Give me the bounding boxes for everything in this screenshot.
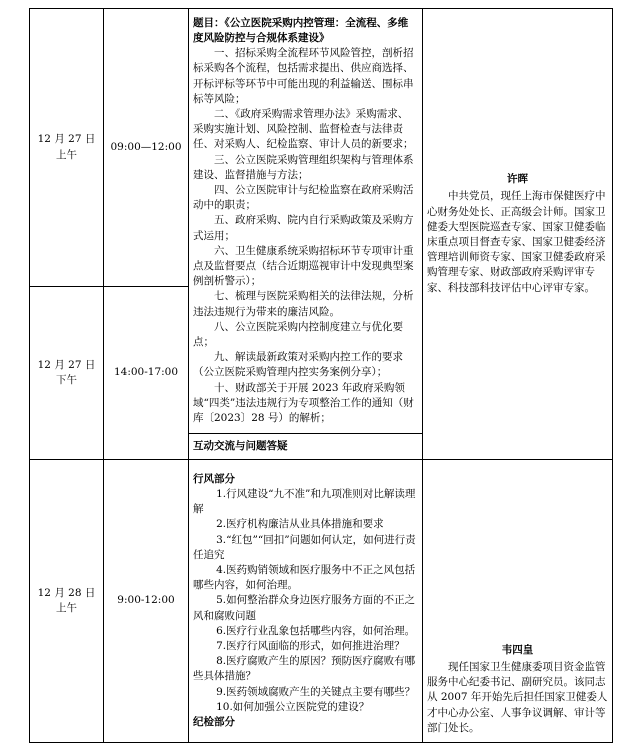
content-point: 五、政府采购、院内自行采购政策及采购方式运用； [193, 214, 414, 242]
list-item: 5.如何整治群众身边医疗服务方面的不正之风和腐败问题 [193, 594, 416, 622]
content-cell [189, 9, 423, 434]
date-line: 12 月 27 日 [37, 358, 96, 371]
content-point: 一、招标采购全流程环节风险管控，剖析招标采购各个流程，包括需求提出、供应商选择、开标评标等环节中可能出现的利益输送、围标串标等风险； [193, 47, 414, 105]
content-point: 二、《政府采购需求管理办法》采购需求、采购实施计划、风险控制、监督检查与法律责任、对采购人、纪检监察、审计人员的新要求； [193, 107, 414, 151]
date-period: 下午 [56, 374, 77, 386]
content-point: 七、梳理与医院采购相关的法律法规，分析违法违规行为带来的廉洁风险。 [193, 290, 414, 318]
content-point: 三、公立医院采购管理组织架构与管理体系建设、监督措施与方法； [193, 153, 414, 181]
list-item: 7.医疗行风面临的形式，如何推进治理？ [216, 640, 405, 652]
teacher-name: 许晖 [507, 173, 528, 186]
table-row [30, 9, 613, 287]
teacher-bio: 中共党员，现任上海市保健医疗中心财务处处长、正高级会计师。国家卫健委大型医院巡查专家、国家卫健委临床重点项目督查专家、国家卫健委经济管理培训师资专家、国家卫健委政府采购管理专家、财政部政府采购评审专家、科技部科技评估中心评审专家。 [427, 190, 606, 294]
qa-label: 互动交流与问题答疑 [193, 439, 288, 452]
time-cell: 14:00-17:00 [104, 287, 189, 460]
teacher-name: 韦四皇 [501, 643, 534, 656]
schedule-table [29, 8, 613, 743]
date-cell [30, 287, 104, 460]
date-period: 上午 [56, 148, 77, 161]
list-item: 9.医药领域腐败产生的关键点主要有哪些？ [216, 685, 416, 698]
date-line: 12 月 28 日 [37, 586, 96, 599]
content-cell [189, 460, 423, 743]
list-item: 6.医疗行业乱象包括哪些内容，如何治理。 [216, 624, 416, 637]
teacher-cell [423, 460, 613, 743]
content-point: 十、财政部关于开展 2023 年政府采购领域“四类”违法违规行为专项整治工作的通知（财库〔2023〕28 号）的解析； [193, 381, 414, 425]
topic-title: 题目：《公立医院采购内控管理：全流程、多维度风险防控与合规体系建设》 [193, 16, 409, 44]
time-cell: 09:00—12:00 [104, 9, 189, 287]
section-title: 纪检部分 [193, 716, 235, 729]
date-cell [30, 9, 104, 287]
date-line: 12 月 27 日 [37, 133, 96, 146]
list-item: 4.医药购销领域和医疗服务中不正之风包括哪些内容，如何治理。 [193, 563, 416, 592]
time-cell: 9:00-12:00 [104, 460, 189, 743]
content-point: 六、卫生健康系统采购招标环节专项审计重点及监督要点（结合近期巡视审计中发现典型案例剖析警示）； [193, 244, 414, 288]
teacher-bio: 现任国家卫生健康委项目资金监管服务中心纪委书记、副研究员。该同志从 2007 年开始先后担任国家卫健委人才中心办公室、人事争议调解、审计等部门处长。 [427, 660, 608, 734]
list-item: 3.“红包”“回扣”问题如何认定，如何进行责任追究 [193, 533, 416, 561]
table-row [30, 460, 613, 743]
list-item: 2.医疗机构廉洁从业具体措施和要求 [216, 518, 384, 531]
teacher-cell [423, 9, 613, 460]
date-cell [30, 460, 104, 743]
list-item: 10.如何加强公立医院党的建设？ [216, 700, 370, 713]
date-period: 上午 [56, 602, 77, 614]
qa-cell [189, 434, 423, 460]
list-item: 1.行风建设“九不准”和九项准则对比解读理解 [193, 487, 416, 516]
section-title: 行风部分 [193, 472, 235, 485]
content-point: 八、公立医院采购内控制度建立与优化要点； [193, 320, 403, 349]
content-point: 九、解读最新政策对采购内控工作的要求（公立医院采购管理内控实务案例分享）； [193, 351, 403, 379]
content-point: 四、公立医院审计与纪检监察在政府采购活动中的职责； [193, 183, 414, 212]
list-item: 8.医疗腐败产生的原因？预防医疗腐败有哪些具体措施？ [193, 655, 416, 683]
